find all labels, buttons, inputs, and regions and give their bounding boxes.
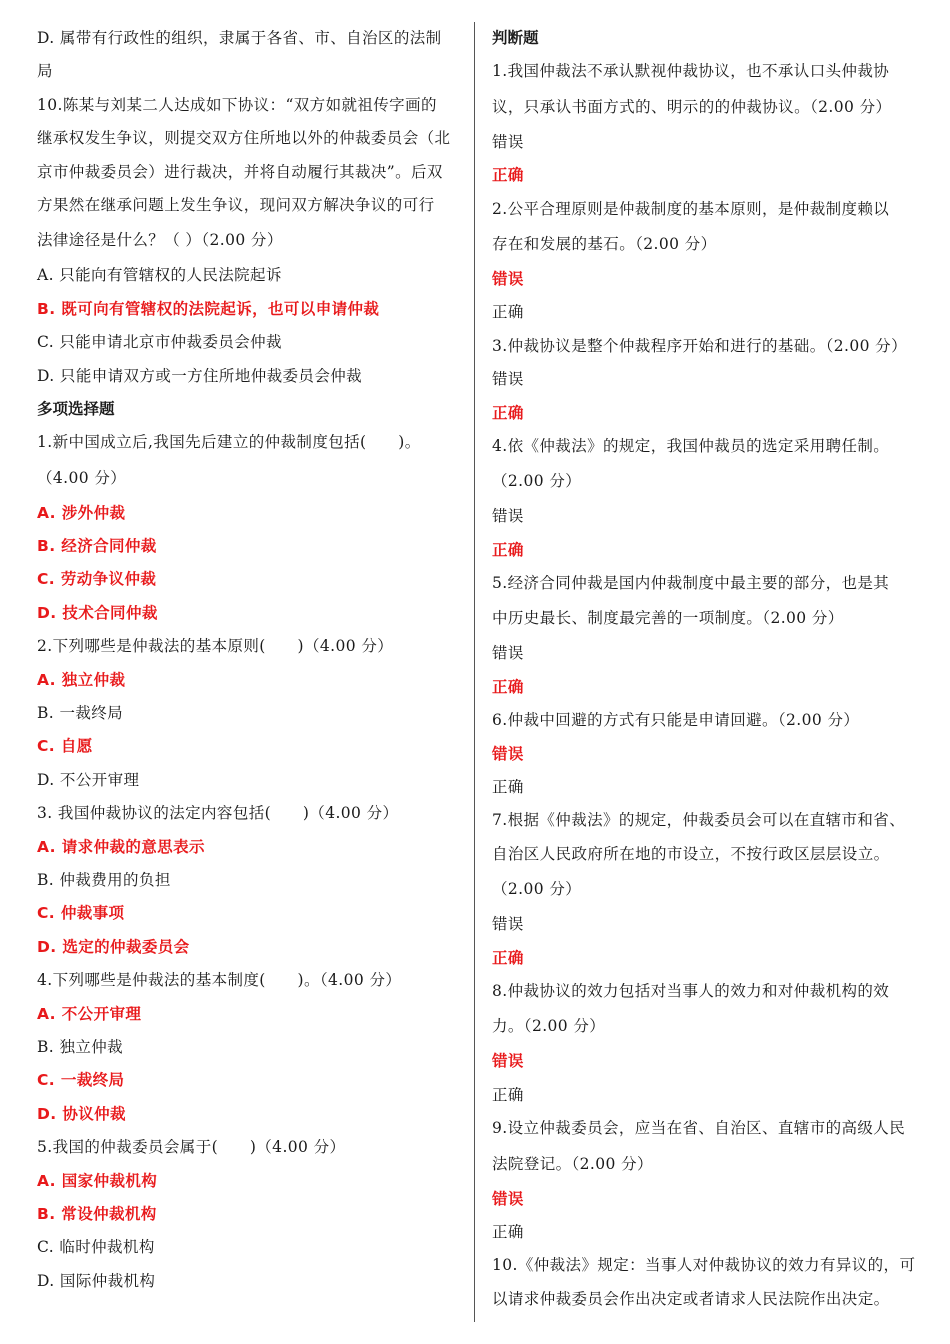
text-line: 错误	[492, 507, 524, 526]
answer-line: D. 协议仲裁	[37, 1104, 126, 1123]
text-line: 错误	[492, 370, 524, 389]
text-line: B. 独立仲裁	[37, 1037, 124, 1056]
text-line: 6.仲裁中回避的方式有只能是申请回避。（2.00 分）	[492, 711, 860, 730]
text-line: 5.经济合同仲裁是国内仲裁制度中最主要的部分，也是其	[492, 574, 890, 593]
text-line: 以请求仲裁委员会作出决定或者请求人民法院作出决定。	[492, 1289, 890, 1308]
answer-line: C. 劳动争议仲裁	[37, 570, 157, 589]
text-line: 错误	[492, 915, 524, 934]
text-line: 自治区人民政府所在地的市设立，不按行政区层层设立。	[492, 844, 890, 863]
text-line: 7.根据《仲裁法》的规定，仲裁委员会可以在直辖市和省、	[492, 811, 906, 830]
answer-line: 正确	[492, 677, 524, 696]
text-line: D. 属带有行政性的组织，隶属于各省、市、自治区的法制	[37, 29, 442, 47]
text-line: 4.下列哪些是仲裁法的基本制度( )。（4.00 分）	[37, 971, 402, 990]
answer-line: 正确	[492, 403, 524, 422]
text-line: 3. 我国仲裁协议的法定内容包括( )（4.00 分）	[37, 804, 399, 823]
column-divider	[474, 22, 475, 1322]
text-line: 继承权发生争议，则提交双方住所地以外的仲裁委员会（北	[37, 129, 451, 148]
text-line: 2.公平合理原则是仲裁制度的基本原则，是仲裁制度赖以	[492, 199, 890, 218]
section-heading: 判断题	[492, 29, 539, 47]
text-line: C. 只能申请北京市仲裁委员会仲裁	[37, 333, 282, 352]
text-line: 1.新中国成立后,我国先后建立的仲裁制度包括( )。	[37, 433, 421, 452]
answer-line: A. 涉外仲裁	[37, 503, 126, 522]
text-line: （2.00 分）	[492, 472, 582, 491]
text-line: 9.设立仲裁委员会，应当在省、自治区、直辖市的高级人民	[492, 1119, 906, 1138]
text-line: 2.下列哪些是仲裁法的基本原则( )（4.00 分）	[37, 637, 394, 656]
text-line: C. 临时仲裁机构	[37, 1238, 155, 1257]
answer-line: A. 请求仲裁的意思表示	[37, 837, 205, 856]
text-line: 法律途径是什么？（ ）（2.00 分）	[37, 231, 283, 250]
answer-line: B. 常设仲裁机构	[37, 1204, 157, 1223]
text-line: 错误	[492, 644, 524, 663]
text-line: 5.我国的仲裁委员会属于( )（4.00 分）	[37, 1138, 346, 1157]
text-line: 3.仲裁协议是整个仲裁程序开始和进行的基础。（2.00 分）	[492, 336, 907, 355]
text-line: D. 不公开审理	[37, 770, 140, 789]
text-line: 存在和发展的基石。（2.00 分）	[492, 234, 717, 253]
text-line: B. 一裁终局	[37, 704, 124, 723]
answer-line: C. 仲裁事项	[37, 904, 125, 923]
text-line: 错误	[492, 132, 524, 151]
text-line: 中历史最长、制度最完善的一项制度。（2.00 分）	[492, 609, 844, 628]
text-line: 1.我国仲裁法不承认默视仲裁协议，也不承认口头仲裁协	[492, 62, 890, 81]
answer-line: 错误	[492, 269, 524, 288]
answer-line: D. 技术合同仲裁	[37, 603, 158, 622]
answer-line: 错误	[492, 1189, 524, 1208]
answer-line: C. 自愿	[37, 737, 93, 756]
text-line: 局	[37, 62, 53, 81]
text-line: 正确	[492, 1222, 524, 1241]
text-line: A. 只能向有管辖权的人民法院起诉	[37, 266, 282, 285]
answer-line: D. 选定的仲裁委员会	[37, 937, 190, 956]
text-line: 京市仲裁委员会）进行裁决，并将自动履行其裁决”。后双	[37, 162, 443, 181]
text-line: 10.《仲裁法》规定：当事人对仲裁协议的效力有异议的，可	[492, 1256, 916, 1275]
answer-line: A. 国家仲裁机构	[37, 1171, 158, 1190]
text-line: 8.仲裁协议的效力包括对当事人的效力和对仲裁机构的效	[492, 981, 890, 1000]
text-line: 正确	[492, 778, 524, 797]
text-line: 正确	[492, 303, 524, 322]
answer-line: A. 独立仲裁	[37, 670, 126, 689]
left-column	[37, 22, 465, 1298]
text-line: （2.00 分）	[492, 880, 582, 899]
text-line: 力。（2.00 分）	[492, 1017, 606, 1036]
answer-line: 错误	[492, 744, 524, 763]
answer-line: A. 不公开审理	[37, 1004, 142, 1023]
text-line: 方果然在继承问题上发生争议，现问双方解决争议的可行	[37, 195, 435, 214]
text-line: 法院登记。（2.00 分）	[492, 1154, 653, 1173]
text-line: 10.陈某与刘某二人达成如下协议：“双方如就祖传字画的	[37, 95, 437, 114]
answer-line: C. 一裁终局	[37, 1071, 125, 1090]
answer-line: 错误	[492, 1052, 524, 1071]
text-line: B. 仲裁费用的负担	[37, 870, 171, 889]
right-column	[492, 22, 920, 1316]
answer-line: B. 经济合同仲裁	[37, 537, 157, 556]
text-line: 议，只承认书面方式的、明示的的仲裁协议。（2.00 分）	[492, 97, 892, 116]
section-heading: 多项选择题	[37, 399, 115, 418]
text-line: D. 国际仲裁机构	[37, 1271, 156, 1290]
text-line: D. 只能申请双方或一方住所地仲裁委员会仲裁	[37, 366, 363, 385]
answer-line: B. 既可向有管辖权的法院起诉，也可以申请仲裁	[37, 299, 380, 318]
text-line: 正确	[492, 1085, 524, 1104]
answer-line: 正确	[492, 948, 524, 967]
text-line: 4.依《仲裁法》的规定，我国仲裁员的选定采用聘任制。	[492, 436, 890, 455]
text-line: （4.00 分）	[37, 468, 127, 487]
answer-line: 正确	[492, 540, 524, 559]
answer-line: 正确	[492, 166, 524, 185]
